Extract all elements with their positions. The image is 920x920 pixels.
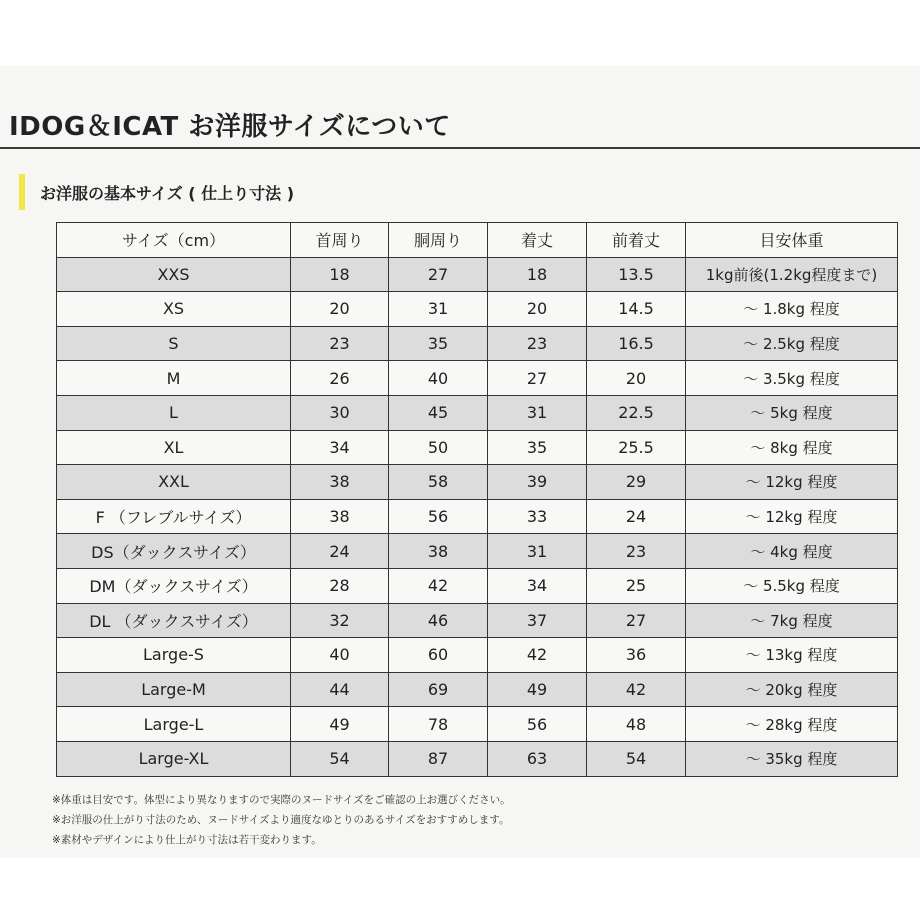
cell-length: 18 — [488, 257, 587, 292]
cell-neck: 38 — [291, 499, 389, 534]
cell-neck: 49 — [291, 707, 389, 742]
cell-chest: 78 — [389, 707, 488, 742]
cell-neck: 44 — [291, 672, 389, 707]
table-row — [57, 741, 898, 776]
cell-front-length: 16.5 — [587, 326, 686, 361]
cell-weight: ～ 4kg 程度 — [686, 534, 898, 569]
cell-length: 33 — [488, 499, 587, 534]
cell-neck: 54 — [291, 741, 389, 776]
cell-size: L — [57, 395, 291, 430]
cell-chest: 69 — [389, 672, 488, 707]
table-header-row — [57, 223, 898, 258]
cell-length: 56 — [488, 707, 587, 742]
cell-length: 37 — [488, 603, 587, 638]
cell-size: DM（ダックスサイズ） — [57, 568, 291, 603]
cell-chest: 46 — [389, 603, 488, 638]
table-row — [57, 395, 898, 430]
cell-weight: 1kg前後(1.2kg程度まで) — [686, 257, 898, 292]
cell-neck: 38 — [291, 465, 389, 500]
cell-length: 23 — [488, 326, 587, 361]
cell-weight: ～ 3.5kg 程度 — [686, 361, 898, 396]
cell-front-length: 23 — [587, 534, 686, 569]
cell-neck: 32 — [291, 603, 389, 638]
note-line: ※素材やデザインにより仕上がり寸法は若干変わります。 — [52, 834, 322, 846]
header-weight: 目安体重 — [686, 223, 898, 258]
cell-weight: ～ 7kg 程度 — [686, 603, 898, 638]
cell-length: 49 — [488, 672, 587, 707]
cell-size: F （フレブルサイズ） — [57, 499, 291, 534]
table-row — [57, 638, 898, 673]
cell-weight: ～ 2.5kg 程度 — [686, 326, 898, 361]
cell-neck: 30 — [291, 395, 389, 430]
table-row — [57, 430, 898, 465]
header-chest: 胴周り — [389, 223, 488, 258]
cell-front-length: 27 — [587, 603, 686, 638]
cell-weight: ～ 5kg 程度 — [686, 395, 898, 430]
cell-front-length: 42 — [587, 672, 686, 707]
table-row — [57, 326, 898, 361]
cell-chest: 31 — [389, 292, 488, 327]
cell-weight: ～ 13kg 程度 — [686, 638, 898, 673]
section-title: お洋服の基本サイズ ( 仕上り寸法 ) — [40, 184, 295, 203]
table-row — [57, 292, 898, 327]
cell-size: XXL — [57, 465, 291, 500]
cell-size: XL — [57, 430, 291, 465]
cell-neck: 28 — [291, 568, 389, 603]
table-row — [57, 707, 898, 742]
table-row — [57, 499, 898, 534]
cell-length: 34 — [488, 568, 587, 603]
note-line: ※体重は目安です。体型により異なりますので実際のヌードサイズをご確認の上お選びください。 — [52, 794, 511, 806]
cell-front-length: 24 — [587, 499, 686, 534]
cell-front-length: 48 — [587, 707, 686, 742]
cell-size: S — [57, 326, 291, 361]
header-front-length: 前着丈 — [587, 223, 686, 258]
cell-front-length: 20 — [587, 361, 686, 396]
cell-weight: ～ 12kg 程度 — [686, 465, 898, 500]
note-line: ※お洋服の仕上がり寸法のため、ヌードサイズより適度なゆとりのあるサイズをおすすめします。 — [52, 814, 510, 826]
table-row — [57, 672, 898, 707]
cell-weight: ～ 12kg 程度 — [686, 499, 898, 534]
cell-chest: 35 — [389, 326, 488, 361]
cell-weight: ～ 35kg 程度 — [686, 741, 898, 776]
cell-length: 42 — [488, 638, 587, 673]
cell-chest: 60 — [389, 638, 488, 673]
cell-neck: 34 — [291, 430, 389, 465]
cell-size: XXS — [57, 257, 291, 292]
table-row — [57, 257, 898, 292]
cell-weight: ～ 1.8kg 程度 — [686, 292, 898, 327]
table-row — [57, 603, 898, 638]
table-row — [57, 568, 898, 603]
cell-neck: 40 — [291, 638, 389, 673]
cell-front-length: 25.5 — [587, 430, 686, 465]
cell-length: 35 — [488, 430, 587, 465]
cell-size: Large-S — [57, 638, 291, 673]
cell-neck: 18 — [291, 257, 389, 292]
cell-chest: 45 — [389, 395, 488, 430]
cell-neck: 26 — [291, 361, 389, 396]
cell-front-length: 14.5 — [587, 292, 686, 327]
cell-length: 63 — [488, 741, 587, 776]
page-title: IDOG＆ICAT お洋服サイズについて — [9, 112, 451, 142]
cell-neck: 20 — [291, 292, 389, 327]
cell-front-length: 22.5 — [587, 395, 686, 430]
table-row — [57, 361, 898, 396]
table-body — [57, 257, 898, 776]
cell-front-length: 29 — [587, 465, 686, 500]
cell-weight: ～ 20kg 程度 — [686, 672, 898, 707]
cell-length: 31 — [488, 534, 587, 569]
cell-chest: 56 — [389, 499, 488, 534]
table-row — [57, 465, 898, 500]
cell-size: DS（ダックスサイズ） — [57, 534, 291, 569]
cell-chest: 50 — [389, 430, 488, 465]
cell-size: XS — [57, 292, 291, 327]
cell-chest: 58 — [389, 465, 488, 500]
cell-size: M — [57, 361, 291, 396]
cell-neck: 24 — [291, 534, 389, 569]
cell-chest: 27 — [389, 257, 488, 292]
cell-length: 39 — [488, 465, 587, 500]
header-length: 着丈 — [488, 223, 587, 258]
cell-chest: 38 — [389, 534, 488, 569]
cell-chest: 42 — [389, 568, 488, 603]
cell-length: 27 — [488, 361, 587, 396]
section-accent-bar — [19, 174, 25, 210]
cell-size: DL （ダックスサイズ） — [57, 603, 291, 638]
cell-size: Large-M — [57, 672, 291, 707]
cell-weight: ～ 5.5kg 程度 — [686, 568, 898, 603]
header-neck: 首周り — [291, 223, 389, 258]
notes — [52, 790, 511, 850]
cell-chest: 40 — [389, 361, 488, 396]
cell-size: Large-XL — [57, 741, 291, 776]
header-size: サイズ（cm） — [57, 223, 291, 258]
cell-chest: 87 — [389, 741, 488, 776]
cell-length: 20 — [488, 292, 587, 327]
cell-size: Large-L — [57, 707, 291, 742]
cell-front-length: 54 — [587, 741, 686, 776]
cell-front-length: 25 — [587, 568, 686, 603]
cell-weight: ～ 28kg 程度 — [686, 707, 898, 742]
table-row — [57, 534, 898, 569]
cell-neck: 23 — [291, 326, 389, 361]
cell-front-length: 13.5 — [587, 257, 686, 292]
cell-front-length: 36 — [587, 638, 686, 673]
size-table — [56, 222, 898, 777]
cell-length: 31 — [488, 395, 587, 430]
title-divider — [0, 147, 920, 149]
cell-weight: ～ 8kg 程度 — [686, 430, 898, 465]
